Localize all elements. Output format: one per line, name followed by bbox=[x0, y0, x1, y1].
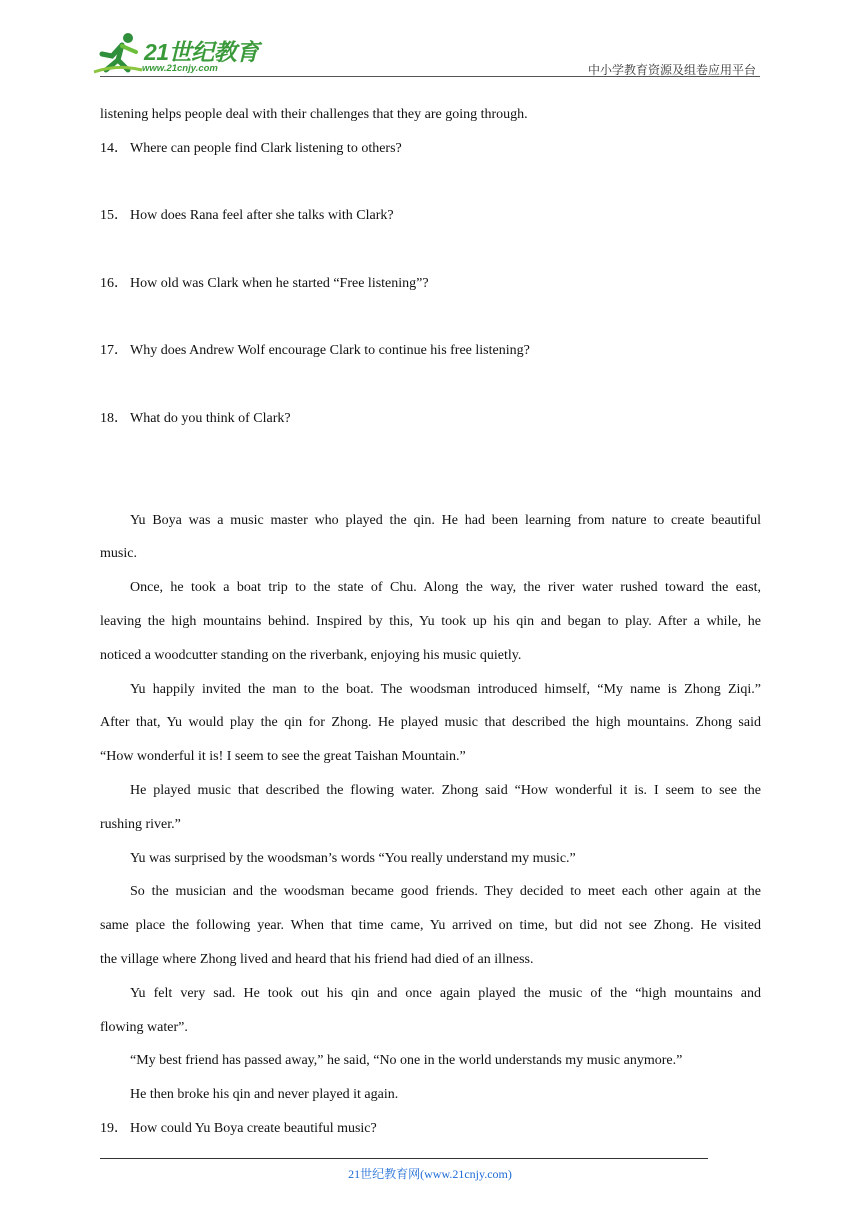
passage-line: He played music that described the flowing water. Zhong said “How wonderful it is. I seem to see the bbox=[130, 783, 761, 798]
passage-line: flowing water”. bbox=[100, 1020, 188, 1035]
passage-line: noticed a woodcutter standing on the riverbank, enjoying his music quietly. bbox=[100, 648, 522, 663]
site-logo bbox=[92, 30, 262, 78]
page-header bbox=[0, 0, 860, 80]
passage-line: same place the following year. When that time came, Yu arrived on time, but did not see Zhong. He visited bbox=[100, 918, 761, 933]
continued-text: listening helps people deal with their challenges that they are going through. bbox=[100, 107, 528, 122]
question-16 bbox=[100, 275, 761, 293]
passage-line: “My best friend has passed away,” he said, “No one in the world understands my music anymore.” bbox=[130, 1053, 683, 1068]
question-number: 19． bbox=[100, 1121, 128, 1136]
passage-line: rushing river.” bbox=[100, 817, 181, 832]
passage-line: Yu was surprised by the woodsman’s words “You really understand my music.” bbox=[130, 851, 576, 866]
logo-text: 21世纪教育 bbox=[144, 39, 259, 65]
question-text: How could Yu Boya create beautiful music? bbox=[130, 1121, 377, 1136]
question-text: Why does Andrew Wolf encourage Clark to continue his free listening? bbox=[130, 343, 530, 358]
passage-line: Once, he took a boat trip to the state of Chu. Along the way, the river water rushed toward the east, bbox=[130, 580, 761, 595]
question-19 bbox=[100, 1120, 761, 1138]
passage-line: So the musician and the woodsman became good friends. They decided to meet each other again at the bbox=[130, 884, 761, 899]
passage-line: He then broke his qin and never played it again. bbox=[130, 1087, 399, 1102]
question-number: 17． bbox=[100, 343, 128, 358]
question-number: 18． bbox=[100, 411, 128, 426]
question-text: Where can people find Clark listening to others? bbox=[130, 141, 402, 156]
question-17 bbox=[100, 342, 761, 360]
passage-line: Yu felt very sad. He took out his qin and once again played the music of the “high mountains and bbox=[130, 986, 761, 1001]
passage-line: music. bbox=[100, 546, 137, 561]
question-text: How does Rana feel after she talks with Clark? bbox=[130, 208, 394, 223]
question-number: 15． bbox=[100, 208, 128, 223]
passage-line: After that, Yu would play the qin for Zhong. He played music that described the high mountains. Zhong said bbox=[100, 715, 761, 730]
footer-divider bbox=[100, 1158, 708, 1159]
platform-name: 中小学教育资源及组卷应用平台 bbox=[587, 63, 756, 77]
question-text: How old was Clark when he started “Free listening”? bbox=[130, 276, 429, 291]
passage-line: the village where Zhong lived and heard that his friend had died of an illness. bbox=[100, 952, 534, 967]
question-14 bbox=[100, 140, 761, 158]
question-18 bbox=[100, 410, 761, 428]
question-number: 16． bbox=[100, 276, 128, 291]
footer-link[interactable]: 21世纪教育网(www.21cnjy.com) bbox=[348, 1167, 512, 1181]
passage-line: “How wonderful it is! I seem to see the great Taishan Mountain.” bbox=[100, 749, 466, 764]
question-text: What do you think of Clark? bbox=[130, 411, 291, 426]
header-divider bbox=[100, 76, 760, 77]
runner-logo-icon bbox=[92, 30, 144, 78]
logo-url: www.21cnjy.com bbox=[142, 63, 218, 74]
passage-line: Yu happily invited the man to the boat. The woodsman introduced himself, “My name is Zhong Ziqi.” bbox=[130, 682, 761, 697]
passage-line: leaving the high mountains behind. Inspired by this, Yu took up his qin and began to play. After a while, he bbox=[100, 614, 761, 629]
passage-line: Yu Boya was a music master who played the qin. He had been learning from nature to create beautiful bbox=[130, 513, 761, 528]
question-number: 14． bbox=[100, 141, 128, 156]
question-15 bbox=[100, 207, 761, 225]
